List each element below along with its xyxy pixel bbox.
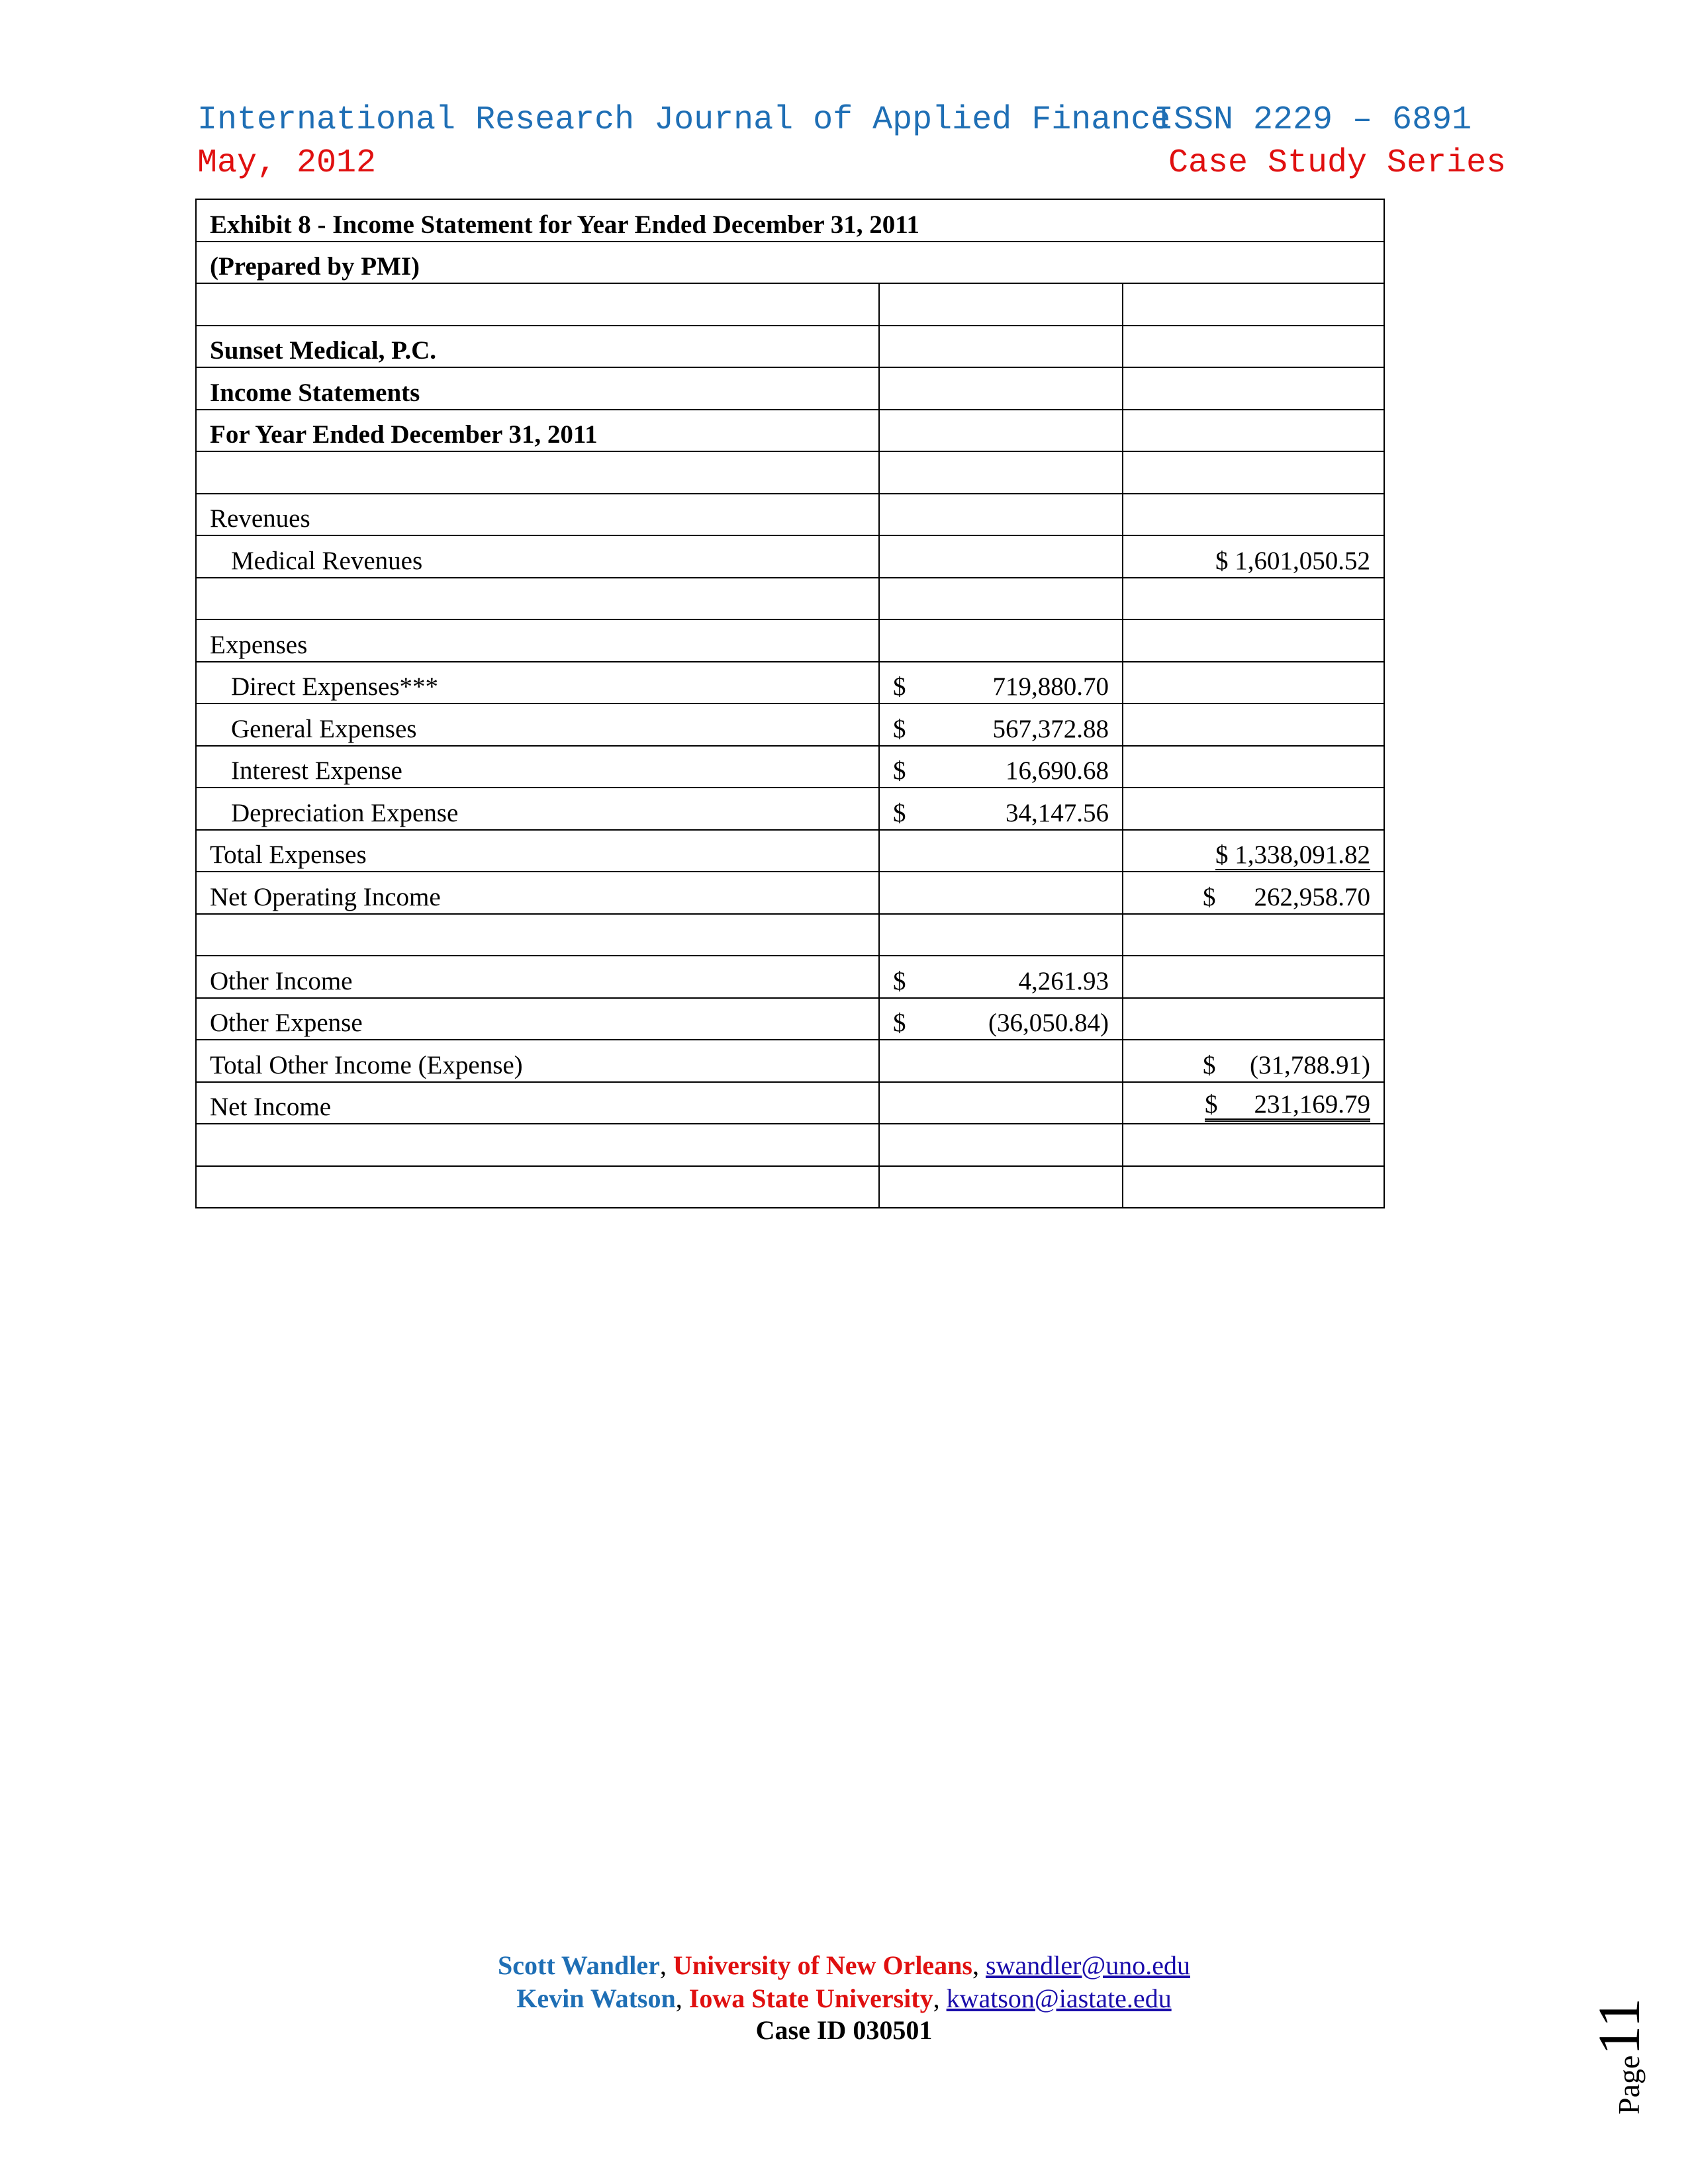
- net-operating-income-value: $ 262,958.70: [1123, 872, 1384, 914]
- depreciation-expense-value: $ 34,147.56: [879, 788, 1123, 830]
- table-row: [196, 830, 1384, 872]
- journal-title: International Research Journal of Applied Finance: [197, 101, 1171, 139]
- table-row: [196, 872, 1384, 914]
- other-income-label: Other Income: [196, 956, 879, 998]
- table-row: [196, 451, 1384, 494]
- exhibit-subtitle: (Prepared by PMI): [196, 242, 1384, 284]
- revenues-heading: Revenues: [196, 494, 879, 536]
- medical-revenues-value: $ 1,601,050.52: [1123, 535, 1384, 578]
- total-expenses-value: $ 1,338,091.82: [1123, 830, 1384, 872]
- page-number-value: 11: [1587, 1997, 1652, 2056]
- table-row: [196, 1040, 1384, 1082]
- author-name: Kevin Watson: [516, 1983, 676, 2013]
- table-row: [196, 1166, 1384, 1208]
- table-row: [196, 1082, 1384, 1124]
- table-row: [196, 283, 1384, 326]
- table-row: [196, 1124, 1384, 1166]
- page-label: Page: [1612, 2055, 1646, 2115]
- company-name: Sunset Medical, P.C.: [196, 326, 879, 368]
- expenses-heading: Expenses: [196, 619, 879, 662]
- footer-author-1: Scott Wandler, University of New Orleans, swandler@uno.edu: [498, 1950, 1190, 1980]
- series-title: Case Study Series: [1168, 144, 1507, 182]
- table-row: [196, 326, 1384, 368]
- case-id: Case ID 030501: [755, 2015, 933, 2045]
- medical-revenues-label: Medical Revenues: [196, 535, 879, 578]
- direct-expenses-label: Direct Expenses***: [196, 662, 879, 704]
- total-other-value: $ (31,788.91): [1123, 1040, 1384, 1082]
- net-operating-income-label: Net Operating Income: [196, 872, 879, 914]
- total-expenses-label: Total Expenses: [196, 830, 879, 872]
- other-expense-value: $ (36,050.84): [879, 998, 1123, 1040]
- table-row: [196, 410, 1384, 452]
- general-expenses-label: General Expenses: [196, 704, 879, 746]
- table-row: [196, 535, 1384, 578]
- income-statement-table: [195, 199, 1385, 1208]
- direct-expenses-value: $ 719,880.70: [879, 662, 1123, 704]
- interest-expense-label: Interest Expense: [196, 746, 879, 788]
- author-name: Scott Wandler: [498, 1950, 660, 1980]
- general-expenses-value: $ 567,372.88: [879, 704, 1123, 746]
- table-row: [196, 367, 1384, 410]
- net-income-value: $ 231,169.79: [1123, 1082, 1384, 1124]
- table-row: [196, 662, 1384, 704]
- table-row: [196, 494, 1384, 536]
- author-email-link[interactable]: kwatson@iastate.edu: [946, 1983, 1172, 2013]
- table-row: [196, 788, 1384, 830]
- exhibit-title: Exhibit 8 - Income Statement for Year Ended December 31, 2011: [196, 199, 1384, 242]
- table-row: [196, 746, 1384, 788]
- author-university: University of New Orleans: [673, 1950, 972, 1980]
- depreciation-expense-label: Depreciation Expense: [196, 788, 879, 830]
- total-other-label: Total Other Income (Expense): [196, 1040, 879, 1082]
- other-expense-label: Other Expense: [196, 998, 879, 1040]
- table-row: [196, 956, 1384, 998]
- statement-period: For Year Ended December 31, 2011: [196, 410, 879, 452]
- table-row: [196, 199, 1384, 242]
- table-row: [196, 578, 1384, 620]
- table-row: [196, 704, 1384, 746]
- table-row: [196, 914, 1384, 956]
- table-row: [196, 998, 1384, 1040]
- net-income-label: Net Income: [196, 1082, 879, 1124]
- statement-name: Income Statements: [196, 367, 879, 410]
- other-income-value: $ 4,261.93: [879, 956, 1123, 998]
- table-row: [196, 242, 1384, 284]
- author-university: Iowa State University: [688, 1983, 933, 2013]
- issn: ISSN 2229 – 6891: [1154, 101, 1472, 139]
- issue-date: May, 2012: [197, 144, 377, 182]
- interest-expense-value: $ 16,690.68: [879, 746, 1123, 788]
- author-email-link[interactable]: swandler@uno.edu: [986, 1950, 1190, 1980]
- table-row: [196, 619, 1384, 662]
- footer-author-2: Kevin Watson, Iowa State University, kwatson@iastate.edu: [516, 1983, 1172, 2013]
- page-number: [1585, 1962, 1652, 2115]
